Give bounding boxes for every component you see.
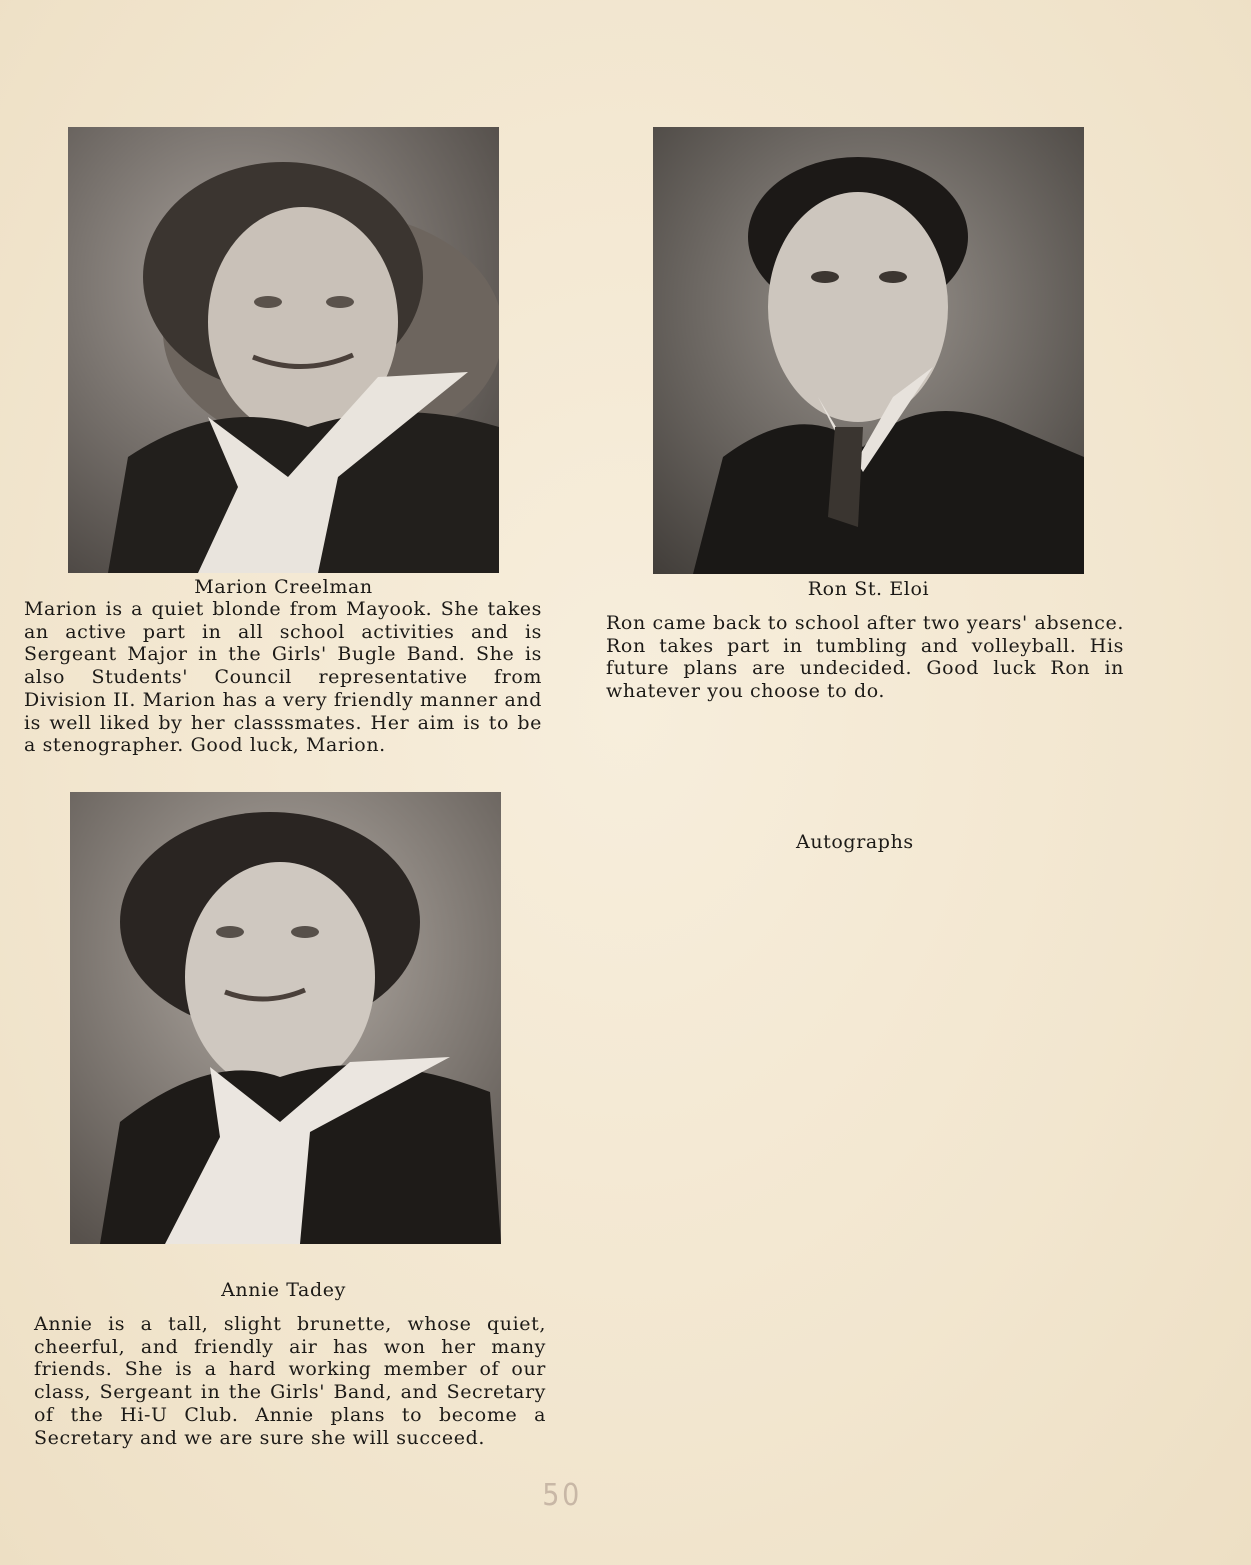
profile-name-ron: Ron St. Eloi — [807, 578, 930, 600]
page-number: 50 — [542, 1478, 582, 1513]
portrait-image — [68, 127, 499, 573]
portrait-photo-annie — [70, 792, 501, 1244]
profile-bio-annie: Annie is a tall, slight brunette, whose quiet, cheerful, and friendly air has won her many friends. She is a hard working member of our class, Sergeant in the Girls' Band, and Secretary of the Hi-U Club. Annie plans to become a Secretary and we are sure she will succeed. — [34, 1313, 546, 1449]
profile-bio-marion: Marion is a quiet blonde from Mayook. She takes an active part in all school activities and is Sergeant Major in the Girls' Bugle Band. She is also Students' Council representative from Division II. Marion has a very friendly manner and is well liked by her classsmates. Her aim is to be a stenographer. Good luck, Marion. — [24, 598, 542, 757]
portrait-image — [653, 127, 1084, 574]
profile-name-annie: Annie Tadey — [221, 1279, 346, 1301]
portrait-photo-ron — [653, 127, 1084, 574]
profile-name-marion: Marion Creelman — [194, 576, 373, 598]
portrait-photo-marion — [68, 127, 499, 573]
portrait-image — [70, 792, 501, 1244]
autographs-heading: Autographs — [796, 831, 914, 853]
profile-bio-ron: Ron came back to school after two years' absence. Ron takes part in tumbling and volleyball. His future plans are undecided. Good luck Ron in whatever you choose to do. — [606, 612, 1124, 703]
